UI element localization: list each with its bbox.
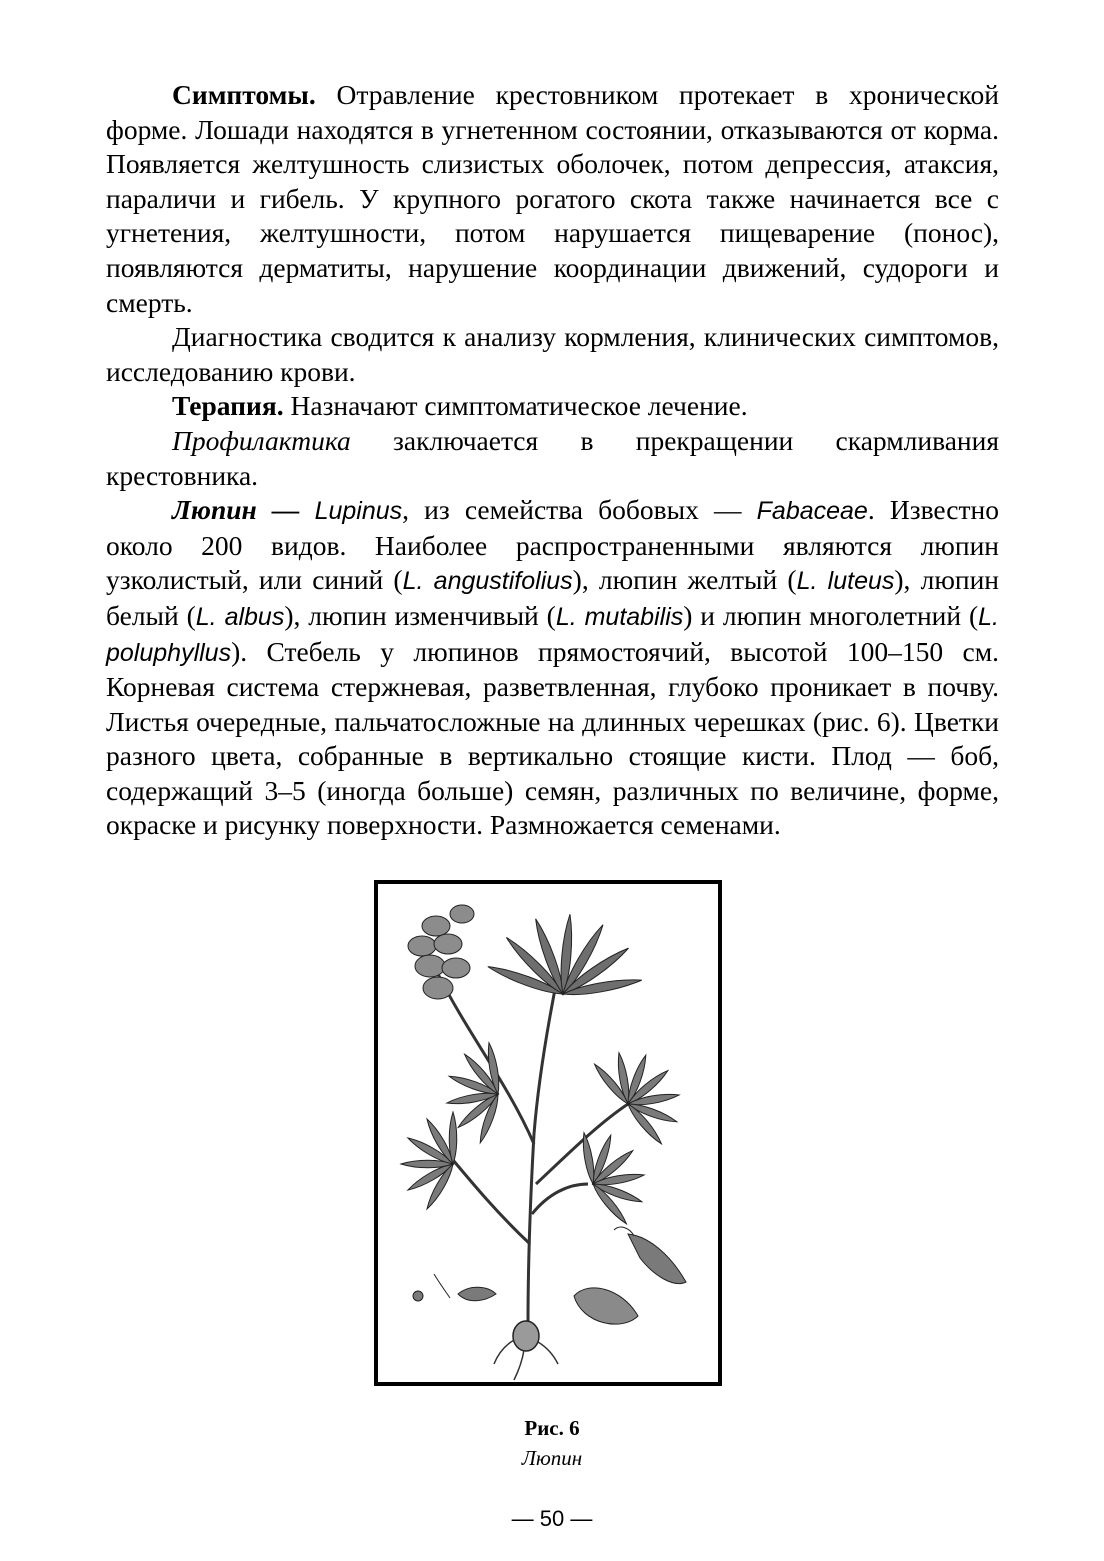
leaf-lower-left: [401, 1112, 457, 1211]
lupin-genus: Lupinus: [314, 497, 403, 526]
lupin-text-4: ), люпин белый (: [106, 564, 1000, 631]
flower-spike: [408, 905, 474, 999]
symptoms-text: Отравление крестовником протекает в хронической форме. Лошади находятся в угнетенном состоянии, отказываются от корма. Появляется желтушность слизистых оболочек, потом депрессия, атаксия, параличи и гибель. У крупного рогатого скота также начинается все с угнетения, желтушности, потом нарушается пищеварение (понос), появляются дерматиты, нарушение координации движений, судороги и смерть.: [106, 79, 999, 318]
lupin-text-1: , из семейства бобовых —: [402, 494, 757, 526]
seed-pod: [574, 1288, 638, 1324]
lupin-family: Fabaceae: [756, 497, 868, 526]
lupin-text-6: ) и люпин многолетний (: [683, 599, 979, 631]
lupin-heading: Люпин —: [172, 494, 300, 526]
leaf-lower-right: [580, 1132, 645, 1226]
body-text: [106, 78, 999, 843]
paragraph-lupin: [106, 493, 999, 843]
lupin-text-7: ). Стебель у люпинов прямостоячий, высотой 100–150 см. Корневая система стержневая, разветвленная, глубоко проникает в почву. Листья очередные, пальчатосложные на длинных черешках (рис. 6). Цветки разного цвета, собранные в вертикально стоящие кисти. Плод — боб, содержащий 3–5 (иногда больше) семян, различных по величине, форме, окраске и рисунку поверхности. Размножается семенами.: [106, 635, 999, 841]
species-angustifolius: L. angustifolius: [402, 567, 573, 596]
species-luteus: L. luteus: [796, 567, 895, 596]
leaf-top: [486, 914, 642, 999]
species-albus: L. albus: [195, 602, 285, 631]
therapy-heading: Терапия.: [172, 390, 284, 422]
lupin-text-3: ), люпин желтый (: [572, 564, 797, 596]
prevention-heading: Профилактика: [172, 424, 351, 456]
paragraph-symptoms: [106, 78, 999, 320]
prevention-text: заключается в прекращении скармливания крестовника.: [106, 424, 999, 491]
figure-title: Люпин: [521, 1446, 583, 1470]
lupin-text-5: ), люпин изменчивый (: [284, 599, 556, 631]
species-poluphyllus: L. poluphyllus: [106, 602, 999, 667]
figure-frame: [374, 880, 722, 1386]
symptoms-heading: Симптомы.: [172, 79, 316, 110]
flower-detail: [413, 1227, 686, 1301]
paragraph-diagnostics: Диагностика сводится к анализу кормления, клинических симптомов, исследованию крови.: [106, 321, 999, 387]
species-mutabilis: L. mutabilis: [555, 602, 684, 631]
page-number: — 50 —: [511, 1506, 593, 1531]
paragraph-therapy: [106, 389, 999, 424]
paragraph-prevention: [106, 424, 999, 493]
lupin-text-2: . Известно около 200 видов. Наиболее распространенными являются люпин узколистый, или синий (: [106, 494, 999, 596]
leaf-right: [592, 1052, 680, 1146]
therapy-text: Назначают симптоматическое лечение.: [283, 390, 748, 422]
root: [494, 1321, 558, 1380]
figure-number: Рис. 6: [524, 1416, 580, 1440]
lupin-illustration: [378, 884, 718, 1382]
stems: [438, 974, 628, 1324]
